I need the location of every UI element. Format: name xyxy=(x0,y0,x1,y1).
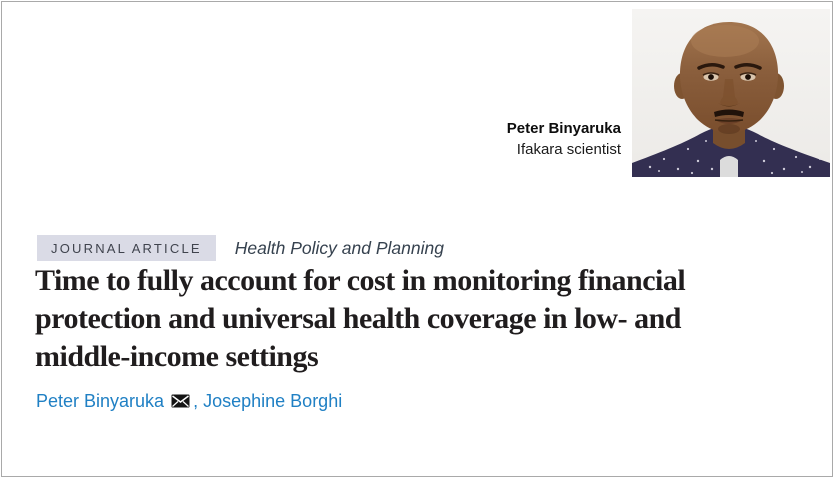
author-photo xyxy=(632,9,830,177)
journal-name-link[interactable]: Health Policy and Planning xyxy=(234,237,444,258)
photo-caption-name: Peter Binyaruka xyxy=(506,120,621,137)
author-link-peter-binyaruka[interactable]: Peter Binyaruka xyxy=(36,391,165,411)
article-meta-row xyxy=(37,235,444,261)
author-separator: , xyxy=(193,391,199,411)
email-envelope-icon[interactable] xyxy=(171,391,190,412)
article-title-line-3: middle-income settings xyxy=(35,340,319,373)
photo-caption xyxy=(507,118,621,160)
author-list xyxy=(36,391,342,412)
article-type-badge: JOURNAL ARTICLE xyxy=(37,235,216,261)
author-link-josephine-borghi[interactable]: Josephine Borghi xyxy=(203,391,343,411)
photo-caption-role: Ifakara scientist xyxy=(516,141,621,158)
portrait-headshot-icon xyxy=(632,9,830,177)
article-title-line-1: Time to fully account for cost in monitoring financial xyxy=(35,264,686,297)
page-frame xyxy=(1,1,833,477)
article-title xyxy=(35,262,685,376)
article-title-line-2: protection and universal health coverage in low- and xyxy=(35,302,681,335)
